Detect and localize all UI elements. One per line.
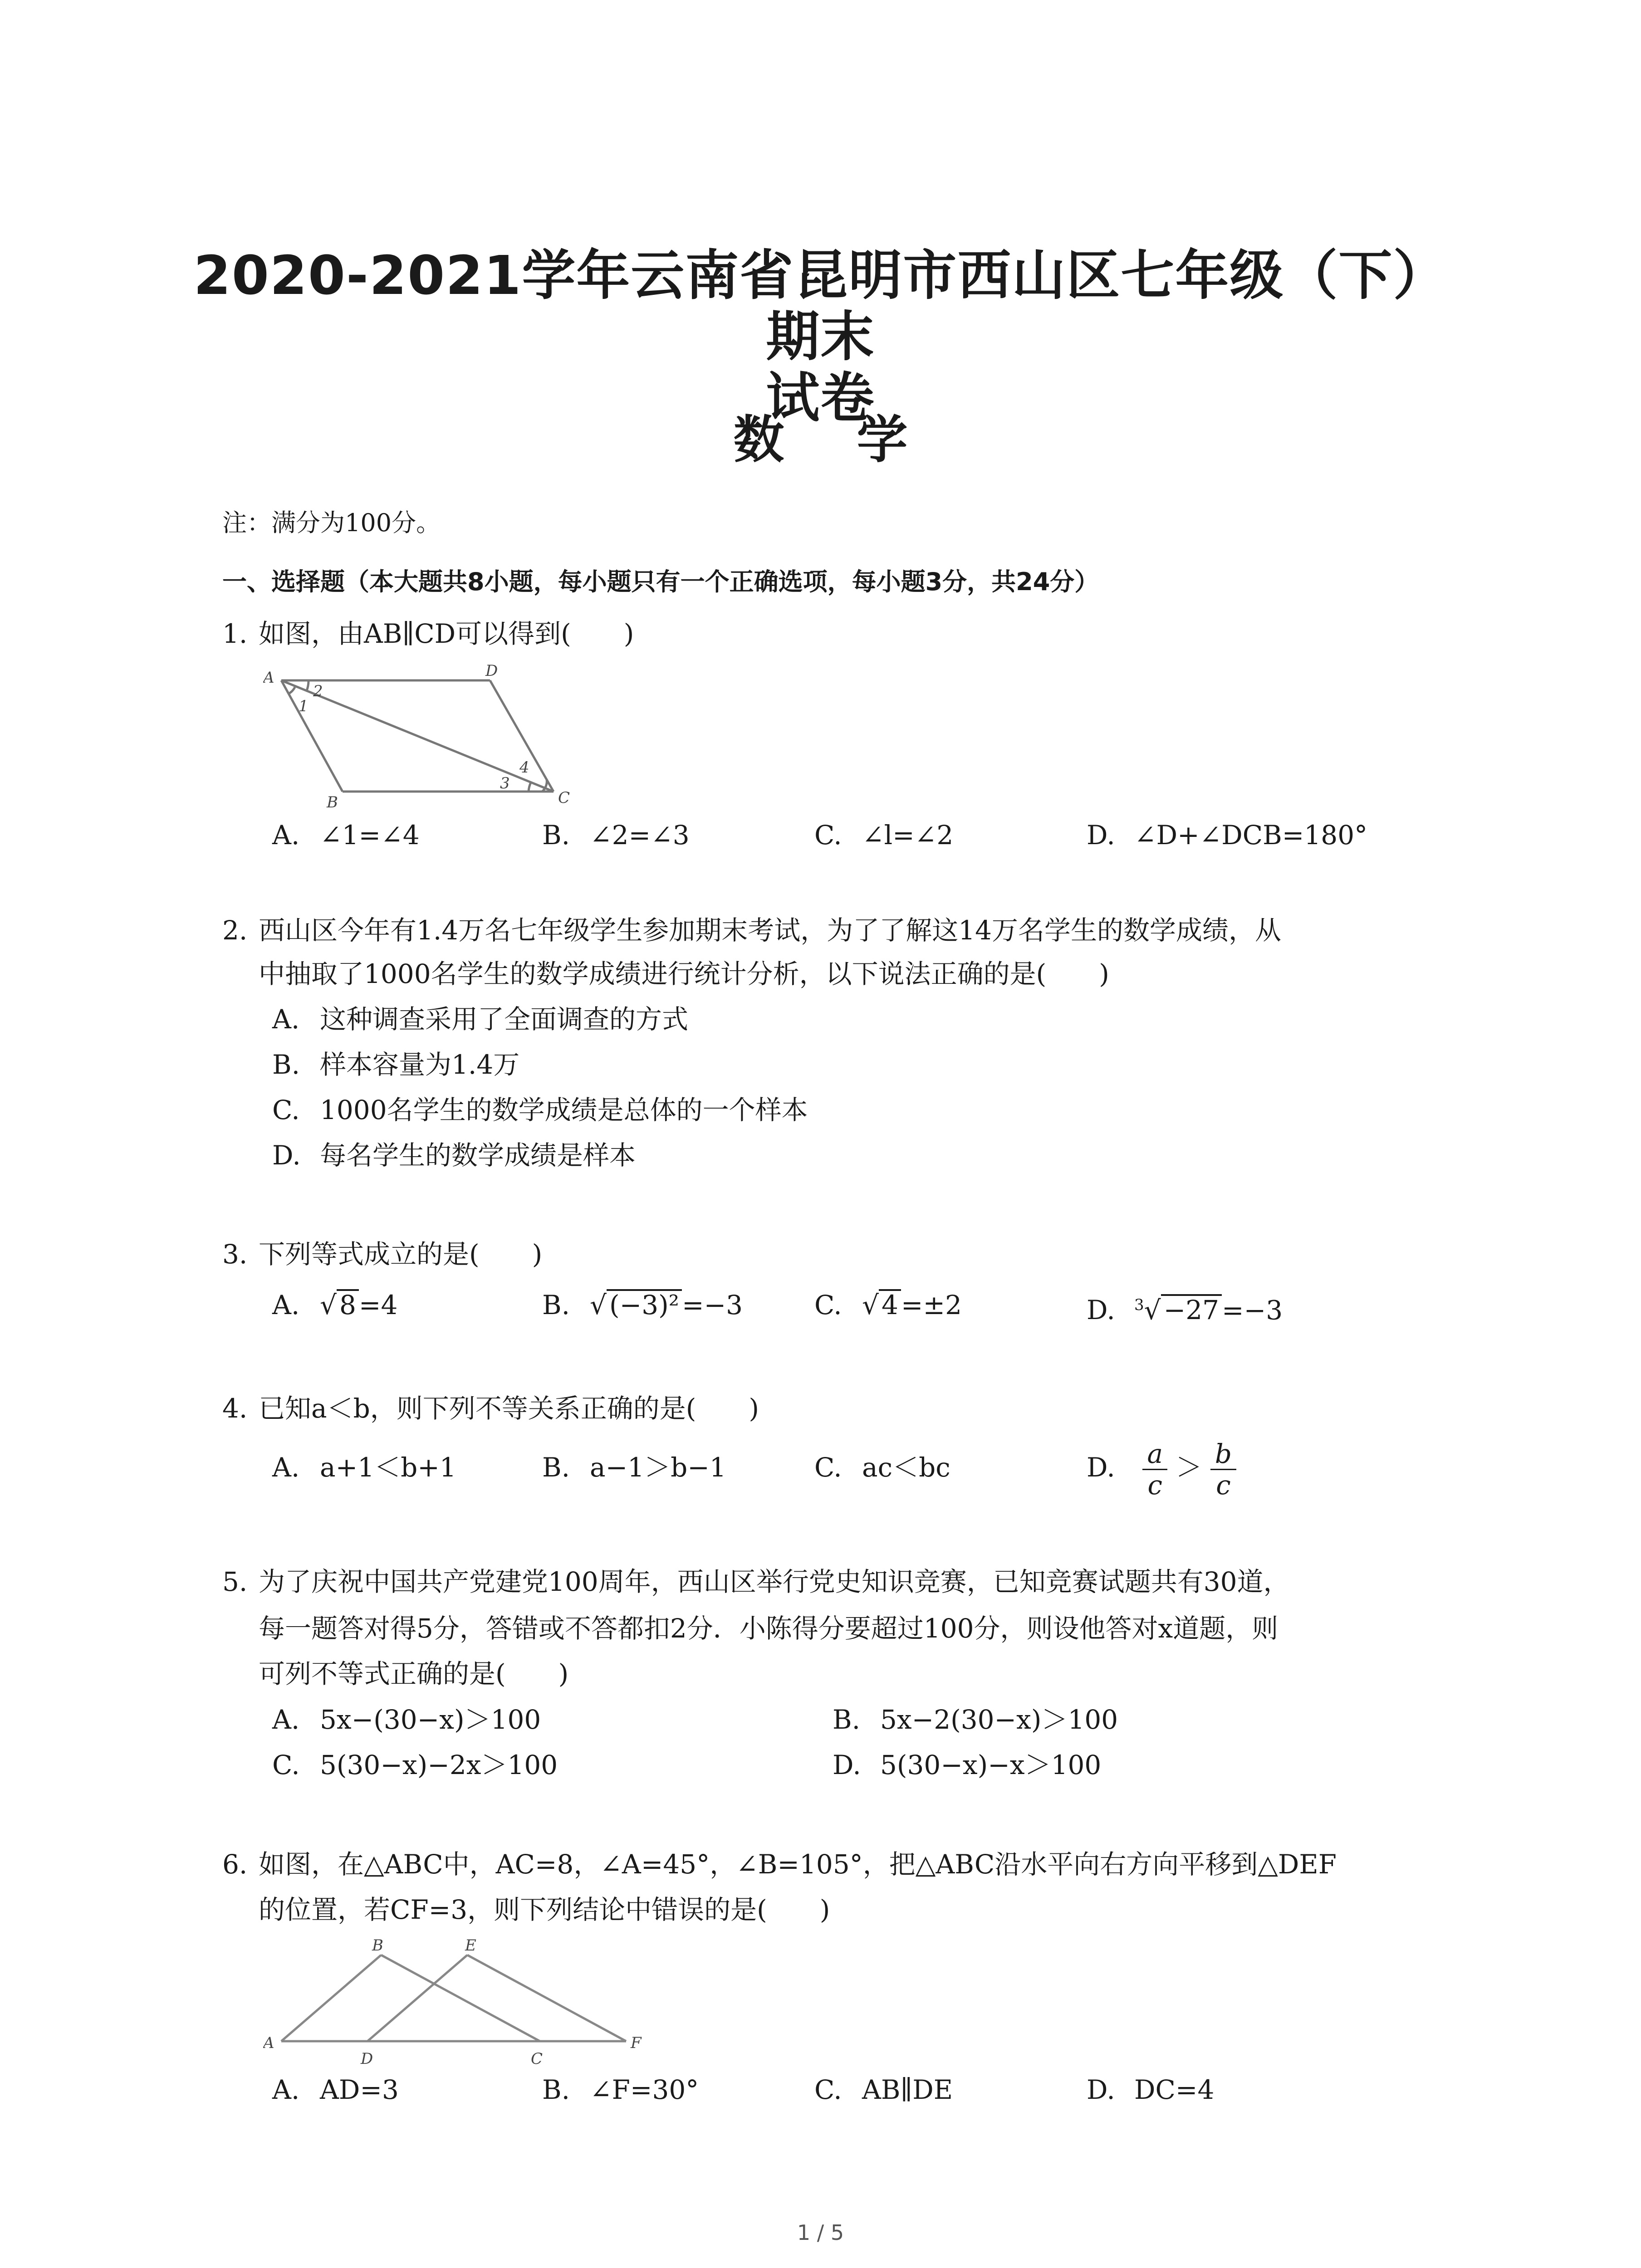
q6-option-a[interactable]: A. AD=3 xyxy=(272,2074,399,2105)
vertex-label-C: C xyxy=(558,789,570,807)
question-4-stem: 4. 已知a＜b，则下列不等关系正确的是( ) xyxy=(222,1393,759,1424)
subject-title: 数学 xyxy=(733,411,980,469)
q2-option-d[interactable]: D. 每名学生的数学成绩是样本 xyxy=(272,1140,636,1171)
q6-option-c[interactable]: C. AB∥DE xyxy=(814,2074,953,2105)
q1-option-a[interactable]: A. ∠1=∠4 xyxy=(272,820,420,850)
radical-sign-icon: √ xyxy=(590,1290,607,1320)
angle-label-3: 3 xyxy=(500,774,510,792)
angle-label-2: 2 xyxy=(313,682,323,700)
q1-option-b[interactable]: B. ∠2=∠3 xyxy=(542,820,690,850)
q5-option-c[interactable]: C. 5(30−x)−2x＞100 xyxy=(272,1750,558,1780)
q3-option-c[interactable]: C. √ 4 =±2 xyxy=(814,1290,962,1320)
question-2-stem-line1: 2. 西山区今年有1.4万名七年级学生参加期末考试，为了了解这14万名学生的数学成绩，从 xyxy=(222,915,1282,946)
vertex-label-B: B xyxy=(327,793,338,811)
question-3-stem: 3. 下列等式成立的是( ) xyxy=(222,1239,543,1270)
q5-option-a[interactable]: A. 5x−(30−x)＞100 xyxy=(272,1704,541,1735)
question-6-figure xyxy=(263,1937,662,2068)
q4-option-b[interactable]: B. a−1＞b−1 xyxy=(542,1452,726,1483)
score-note: 注：满分为100分。 xyxy=(222,508,441,537)
q1-option-c[interactable]: C. ∠l=∠2 xyxy=(814,820,954,850)
question-6-stem-line1: 6. 如图，在△ABC中，AC=8，∠A=45°，∠B=105°，把△ABC沿水平向右方向平移到△DEF xyxy=(222,1849,1337,1880)
q6-option-b[interactable]: B. ∠F=30° xyxy=(542,2074,699,2105)
q3-option-b[interactable]: B. √ (−3)² =−3 xyxy=(542,1290,743,1320)
question-1-figure xyxy=(263,662,590,812)
q2-option-a[interactable]: A. 这种调查采用了全面调查的方式 xyxy=(272,1004,689,1035)
q4-option-c[interactable]: C. ac＜bc xyxy=(814,1452,950,1483)
q2-option-b[interactable]: B. 样本容量为1.4万 xyxy=(272,1049,520,1080)
vertex-label-B: B xyxy=(372,1937,383,1955)
q3-option-d[interactable]: D. $^3$√ −27 =−3 xyxy=(1087,1295,1283,1326)
question-6-stem-line2: 的位置，若CF=3，则下列结论中错误的是( ) xyxy=(259,1894,830,1925)
angle-label-1: 1 xyxy=(299,697,309,715)
q1-option-d[interactable]: D. ∠D+∠DCB=180° xyxy=(1087,820,1368,850)
vertex-label-D: D xyxy=(485,662,498,680)
vertex-label-E: E xyxy=(465,1937,476,1955)
radical-sign-icon: √ xyxy=(862,1290,879,1320)
radical-sign-icon: √ xyxy=(320,1290,337,1320)
question-5-stem-line2: 每一题答对得5分，答错或不答都扣2分．小陈得分要超过100分，则设他答对x道题，则 xyxy=(259,1613,1279,1644)
q3-option-a[interactable]: A. √ 8 =4 xyxy=(272,1290,398,1320)
vertex-label-F: F xyxy=(631,2034,642,2052)
q5-option-b[interactable]: B. 5x−2(30−x)＞100 xyxy=(833,1704,1118,1735)
question-2-stem-line2: 中抽取了1000名学生的数学成绩进行统计分析，以下说法正确的是( ) xyxy=(259,958,1109,989)
vertex-label-C: C xyxy=(531,2050,543,2068)
radical-sign-icon: √ xyxy=(1144,1295,1161,1326)
q5-option-d[interactable]: D. 5(30−x)−x＞100 xyxy=(833,1750,1102,1780)
exam-title: 2020-2021学年云南省昆明市西山区七年级（下）期末 试卷 xyxy=(193,244,1448,429)
page-number: 1 / 5 xyxy=(797,2220,844,2245)
angle-label-4: 4 xyxy=(519,758,529,777)
q4-option-a[interactable]: A. a+1＜b+1 xyxy=(272,1452,456,1483)
q4-option-d[interactable]: D. $\frac{a}{c}$ ＞ $\frac{b}{c}$ xyxy=(1087,1436,1236,1500)
section-heading-choice: 一、选择题（本大题共8小题，每小题只有一个正确选项，每小题3分，共24分） xyxy=(222,567,1099,596)
q2-option-c[interactable]: C. 1000名学生的数学成绩是总体的一个样本 xyxy=(272,1095,808,1125)
question-5-stem-line1: 5. 为了庆祝中国共产党建党100周年，西山区举行党史知识竞赛，已知竞赛试题共有30道， xyxy=(222,1566,1290,1597)
question-1-stem: 1. 如图，由AB∥CD可以得到( ) xyxy=(222,618,634,649)
q6-option-d[interactable]: D. DC=4 xyxy=(1087,2074,1215,2105)
vertex-label-A: A xyxy=(263,669,274,687)
question-5-stem-line3: 可列不等式正确的是( ) xyxy=(259,1658,569,1689)
fraction-a-over-c: $\frac{a}{c}$ xyxy=(1142,1439,1167,1500)
vertex-label-D: D xyxy=(361,2050,373,2068)
fraction-b-over-c: $\frac{b}{c}$ xyxy=(1210,1439,1236,1500)
vertex-label-A: A xyxy=(263,2034,274,2052)
